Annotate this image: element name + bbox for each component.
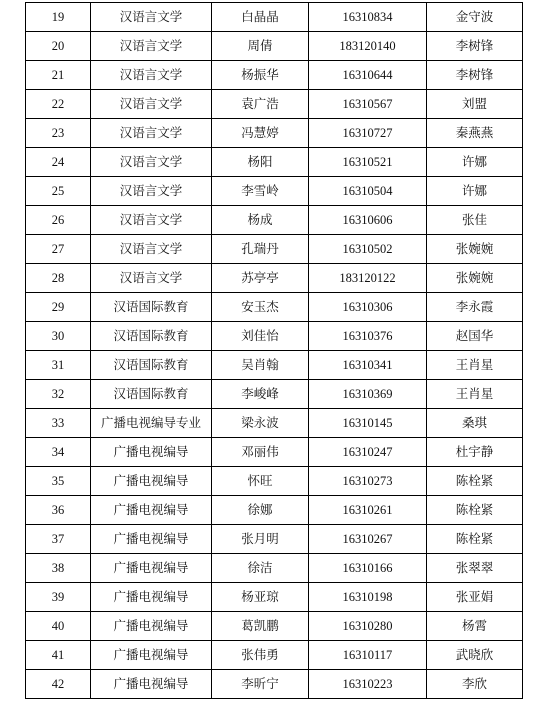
student-name-cell: 梁永波 bbox=[212, 409, 309, 438]
table-row bbox=[26, 206, 523, 235]
row-number-cell: 41 bbox=[26, 641, 91, 670]
student-name-cell: 白晶晶 bbox=[212, 3, 309, 32]
student-name-cell: 葛凯鹏 bbox=[212, 612, 309, 641]
row-number-cell: 21 bbox=[26, 61, 91, 90]
student-id-cell: 16310834 bbox=[309, 3, 427, 32]
row-number-cell: 42 bbox=[26, 670, 91, 699]
student-name-cell: 李峻峰 bbox=[212, 380, 309, 409]
table-row bbox=[26, 235, 523, 264]
student-name-cell: 邓丽伟 bbox=[212, 438, 309, 467]
table-row bbox=[26, 670, 523, 699]
student-id-cell: 16310521 bbox=[309, 148, 427, 177]
row-number-cell: 29 bbox=[26, 293, 91, 322]
table-row bbox=[26, 525, 523, 554]
major-cell: 汉语言文学 bbox=[91, 119, 212, 148]
advisor-cell: 张佳 bbox=[427, 206, 523, 235]
table-row bbox=[26, 264, 523, 293]
row-number-cell: 19 bbox=[26, 3, 91, 32]
table-row bbox=[26, 322, 523, 351]
document-page bbox=[25, 2, 517, 699]
row-number-cell: 22 bbox=[26, 90, 91, 119]
table-row bbox=[26, 90, 523, 119]
major-cell: 汉语国际教育 bbox=[91, 380, 212, 409]
student-name-cell: 杨振华 bbox=[212, 61, 309, 90]
table-row bbox=[26, 293, 523, 322]
student-name-cell: 冯慧婷 bbox=[212, 119, 309, 148]
row-number-cell: 32 bbox=[26, 380, 91, 409]
row-number-cell: 27 bbox=[26, 235, 91, 264]
row-number-cell: 40 bbox=[26, 612, 91, 641]
table-row bbox=[26, 148, 523, 177]
advisor-cell: 许娜 bbox=[427, 148, 523, 177]
row-number-cell: 31 bbox=[26, 351, 91, 380]
student-name-cell: 周倩 bbox=[212, 32, 309, 61]
student-id-cell: 16310567 bbox=[309, 90, 427, 119]
major-cell: 汉语言文学 bbox=[91, 148, 212, 177]
student-name-cell: 杨阳 bbox=[212, 148, 309, 177]
row-number-cell: 39 bbox=[26, 583, 91, 612]
student-id-cell: 16310247 bbox=[309, 438, 427, 467]
student-name-cell: 李昕宁 bbox=[212, 670, 309, 699]
table-row bbox=[26, 177, 523, 206]
student-id-cell: 16310261 bbox=[309, 496, 427, 525]
advisor-cell: 陈栓紧 bbox=[427, 467, 523, 496]
major-cell: 汉语言文学 bbox=[91, 206, 212, 235]
row-number-cell: 34 bbox=[26, 438, 91, 467]
advisor-cell: 张婉婉 bbox=[427, 235, 523, 264]
student-name-cell: 吴肖翰 bbox=[212, 351, 309, 380]
student-id-cell: 16310727 bbox=[309, 119, 427, 148]
student-name-cell: 安玉杰 bbox=[212, 293, 309, 322]
student-id-cell: 16310644 bbox=[309, 61, 427, 90]
major-cell: 汉语言文学 bbox=[91, 90, 212, 119]
table-row bbox=[26, 438, 523, 467]
major-cell: 汉语国际教育 bbox=[91, 322, 212, 351]
student-name-cell: 苏亭亭 bbox=[212, 264, 309, 293]
row-number-cell: 30 bbox=[26, 322, 91, 351]
advisor-cell: 刘盟 bbox=[427, 90, 523, 119]
advisor-cell: 杨霄 bbox=[427, 612, 523, 641]
table-row bbox=[26, 612, 523, 641]
table-row bbox=[26, 380, 523, 409]
row-number-cell: 23 bbox=[26, 119, 91, 148]
student-advisor-table bbox=[25, 2, 523, 699]
table-row bbox=[26, 583, 523, 612]
table-row bbox=[26, 32, 523, 61]
student-name-cell: 孔瑞丹 bbox=[212, 235, 309, 264]
advisor-cell: 陈栓紧 bbox=[427, 525, 523, 554]
major-cell: 广播电视编导 bbox=[91, 583, 212, 612]
major-cell: 汉语国际教育 bbox=[91, 351, 212, 380]
student-name-cell: 李雪岭 bbox=[212, 177, 309, 206]
advisor-cell: 李欣 bbox=[427, 670, 523, 699]
advisor-cell: 金守波 bbox=[427, 3, 523, 32]
row-number-cell: 38 bbox=[26, 554, 91, 583]
student-id-cell: 16310280 bbox=[309, 612, 427, 641]
table-row bbox=[26, 61, 523, 90]
major-cell: 汉语言文学 bbox=[91, 177, 212, 206]
row-number-cell: 37 bbox=[26, 525, 91, 554]
major-cell: 汉语言文学 bbox=[91, 235, 212, 264]
student-name-cell: 杨成 bbox=[212, 206, 309, 235]
student-id-cell: 16310267 bbox=[309, 525, 427, 554]
student-id-cell: 16310223 bbox=[309, 670, 427, 699]
major-cell: 汉语言文学 bbox=[91, 264, 212, 293]
table-row bbox=[26, 351, 523, 380]
row-number-cell: 25 bbox=[26, 177, 91, 206]
major-cell: 汉语言文学 bbox=[91, 61, 212, 90]
advisor-cell: 秦燕燕 bbox=[427, 119, 523, 148]
student-id-cell: 16310166 bbox=[309, 554, 427, 583]
student-name-cell: 怀旺 bbox=[212, 467, 309, 496]
advisor-cell: 张亚娟 bbox=[427, 583, 523, 612]
major-cell: 广播电视编导 bbox=[91, 438, 212, 467]
student-id-cell: 16310376 bbox=[309, 322, 427, 351]
row-number-cell: 28 bbox=[26, 264, 91, 293]
student-id-cell: 183120122 bbox=[309, 264, 427, 293]
student-name-cell: 张伟勇 bbox=[212, 641, 309, 670]
table-row bbox=[26, 641, 523, 670]
major-cell: 汉语国际教育 bbox=[91, 293, 212, 322]
row-number-cell: 20 bbox=[26, 32, 91, 61]
table-row bbox=[26, 496, 523, 525]
student-id-cell: 16310198 bbox=[309, 583, 427, 612]
major-cell: 广播电视编导 bbox=[91, 467, 212, 496]
advisor-cell: 桑琪 bbox=[427, 409, 523, 438]
row-number-cell: 24 bbox=[26, 148, 91, 177]
advisor-cell: 赵国华 bbox=[427, 322, 523, 351]
advisor-cell: 李永霞 bbox=[427, 293, 523, 322]
student-id-cell: 16310273 bbox=[309, 467, 427, 496]
table-row bbox=[26, 3, 523, 32]
student-id-cell: 16310117 bbox=[309, 641, 427, 670]
student-id-cell: 16310502 bbox=[309, 235, 427, 264]
student-id-cell: 16310369 bbox=[309, 380, 427, 409]
major-cell: 广播电视编导专业 bbox=[91, 409, 212, 438]
advisor-cell: 陈栓紧 bbox=[427, 496, 523, 525]
major-cell: 广播电视编导 bbox=[91, 496, 212, 525]
student-name-cell: 杨亚琼 bbox=[212, 583, 309, 612]
advisor-cell: 王肖星 bbox=[427, 351, 523, 380]
advisor-cell: 杜宇静 bbox=[427, 438, 523, 467]
table-body bbox=[26, 3, 523, 699]
student-id-cell: 16310145 bbox=[309, 409, 427, 438]
student-id-cell: 16310504 bbox=[309, 177, 427, 206]
student-name-cell: 刘佳怡 bbox=[212, 322, 309, 351]
advisor-cell: 李树锋 bbox=[427, 61, 523, 90]
student-id-cell: 16310306 bbox=[309, 293, 427, 322]
major-cell: 汉语言文学 bbox=[91, 3, 212, 32]
student-name-cell: 袁广浩 bbox=[212, 90, 309, 119]
major-cell: 广播电视编导 bbox=[91, 525, 212, 554]
table-row bbox=[26, 554, 523, 583]
advisor-cell: 李树锋 bbox=[427, 32, 523, 61]
student-name-cell: 张月明 bbox=[212, 525, 309, 554]
student-id-cell: 16310341 bbox=[309, 351, 427, 380]
row-number-cell: 36 bbox=[26, 496, 91, 525]
student-name-cell: 徐娜 bbox=[212, 496, 309, 525]
major-cell: 广播电视编导 bbox=[91, 554, 212, 583]
major-cell: 广播电视编导 bbox=[91, 670, 212, 699]
advisor-cell: 武晓欣 bbox=[427, 641, 523, 670]
advisor-cell: 许娜 bbox=[427, 177, 523, 206]
major-cell: 广播电视编导 bbox=[91, 641, 212, 670]
student-id-cell: 16310606 bbox=[309, 206, 427, 235]
student-name-cell: 徐洁 bbox=[212, 554, 309, 583]
table-row bbox=[26, 467, 523, 496]
row-number-cell: 26 bbox=[26, 206, 91, 235]
row-number-cell: 33 bbox=[26, 409, 91, 438]
table-row bbox=[26, 409, 523, 438]
advisor-cell: 王肖星 bbox=[427, 380, 523, 409]
major-cell: 广播电视编导 bbox=[91, 612, 212, 641]
table-row bbox=[26, 119, 523, 148]
student-id-cell: 183120140 bbox=[309, 32, 427, 61]
advisor-cell: 张婉婉 bbox=[427, 264, 523, 293]
advisor-cell: 张翠翠 bbox=[427, 554, 523, 583]
row-number-cell: 35 bbox=[26, 467, 91, 496]
major-cell: 汉语言文学 bbox=[91, 32, 212, 61]
